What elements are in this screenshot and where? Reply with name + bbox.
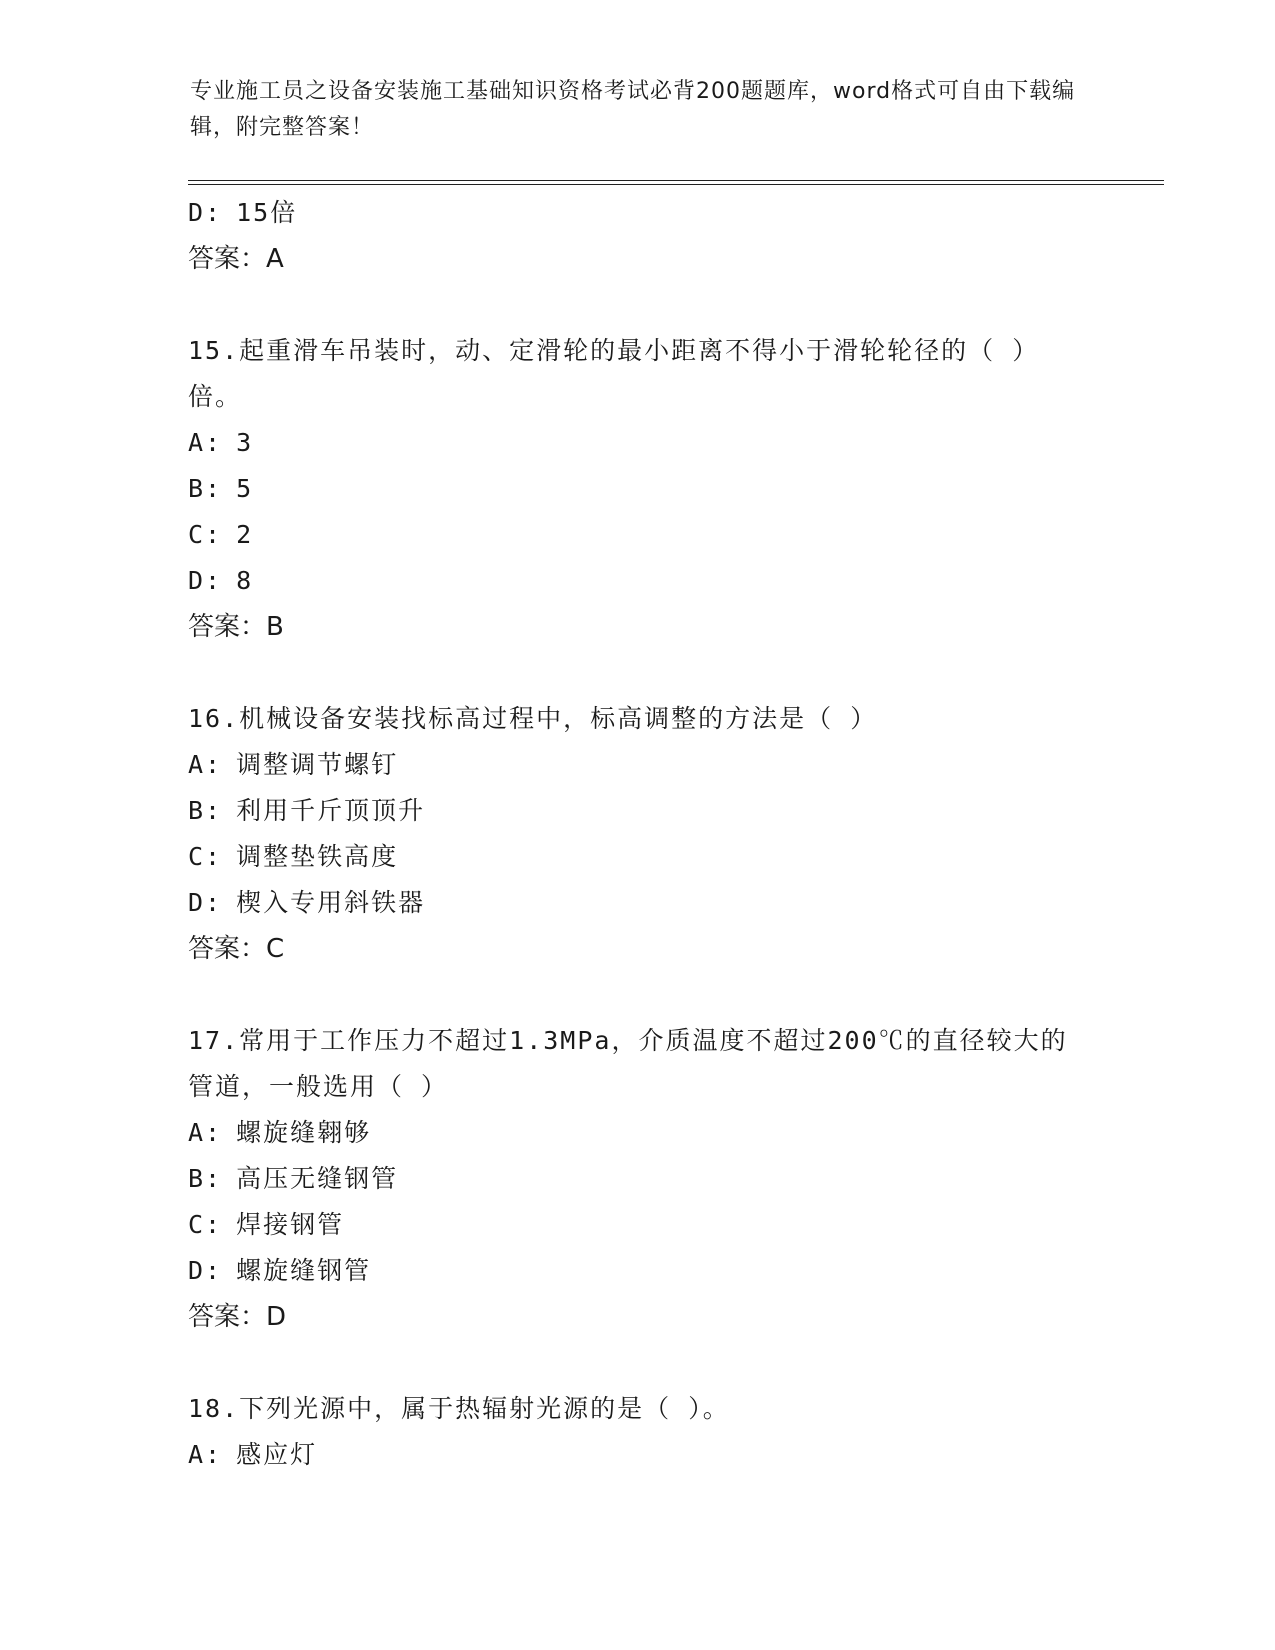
answer-line: 答案：B — [188, 612, 284, 642]
option-label: B: — [188, 474, 223, 503]
option-text: 3 — [236, 428, 254, 457]
option-text: 楔入专用斜铁器 — [236, 888, 426, 917]
option-c — [188, 834, 1088, 880]
answer-line: 答案：D — [188, 1302, 287, 1332]
option-label: A: — [188, 428, 223, 457]
question-stem-15: 15.起重滑车吊装时，动、定滑轮的最小距离不得小于滑轮轮径的（ ）倍。 — [188, 336, 1040, 411]
option-label: C: — [188, 1210, 223, 1239]
option-d — [188, 190, 1088, 236]
spacer — [188, 972, 1088, 1018]
header-double-rule — [188, 180, 1164, 185]
spacer — [188, 650, 1088, 696]
option-text: 螺旋缝钢管 — [236, 1256, 372, 1285]
option-label: C: — [188, 520, 223, 549]
option-d — [188, 880, 1088, 926]
spacer — [188, 282, 1088, 328]
option-label: C: — [188, 842, 223, 871]
option-c — [188, 1202, 1088, 1248]
option-b — [188, 788, 1088, 834]
option-text: 15倍 — [236, 198, 298, 227]
option-b — [188, 466, 1088, 512]
option-text: 利用千斤顶顶升 — [236, 796, 426, 825]
document-header-title: 专业施工员之设备安装施工基础知识资格考试必背200题题库，word格式可自由下载编辑，附完整答案！ — [190, 79, 1076, 140]
option-c — [188, 512, 1088, 558]
option-text: 调整垫铁高度 — [236, 842, 399, 871]
option-label: A: — [188, 1118, 223, 1147]
option-label: D: — [188, 566, 223, 595]
option-text: 感应灯 — [236, 1440, 318, 1469]
question-stem-17: 17.常用于工作压力不超过1.3MPa，介质温度不超过200℃的直径较大的管道，一般选用（ ） — [188, 1026, 1068, 1101]
option-label: A: — [188, 1440, 223, 1469]
option-label: D: — [188, 888, 223, 917]
option-b — [188, 1156, 1088, 1202]
question-stem-18: 18.下列光源中，属于热辐射光源的是（ ）。 — [188, 1394, 730, 1423]
option-label: B: — [188, 1164, 223, 1193]
option-text: 8 — [236, 566, 254, 595]
option-a — [188, 742, 1088, 788]
option-a — [188, 1110, 1088, 1156]
spacer — [188, 1340, 1088, 1386]
option-label: B: — [188, 796, 223, 825]
option-a — [188, 420, 1088, 466]
question-stem-16: 16.机械设备安装找标高过程中，标高调整的方法是（ ） — [188, 704, 878, 733]
question-list — [188, 190, 1088, 1478]
option-text: 焊接钢管 — [236, 1210, 345, 1239]
option-text: 2 — [236, 520, 254, 549]
option-d — [188, 1248, 1088, 1294]
answer-line: 答案：A — [188, 244, 284, 274]
option-label: A: — [188, 750, 223, 779]
option-a — [188, 1432, 1088, 1478]
option-label: D: — [188, 198, 223, 227]
option-text: 高压无缝钢管 — [236, 1164, 399, 1193]
option-text: 调整调节螺钉 — [236, 750, 399, 779]
option-label: D: — [188, 1256, 223, 1285]
option-text: 螺旋缝翱够 — [236, 1118, 372, 1147]
answer-line: 答案：C — [188, 934, 285, 964]
option-d — [188, 558, 1088, 604]
option-text: 5 — [236, 474, 254, 503]
